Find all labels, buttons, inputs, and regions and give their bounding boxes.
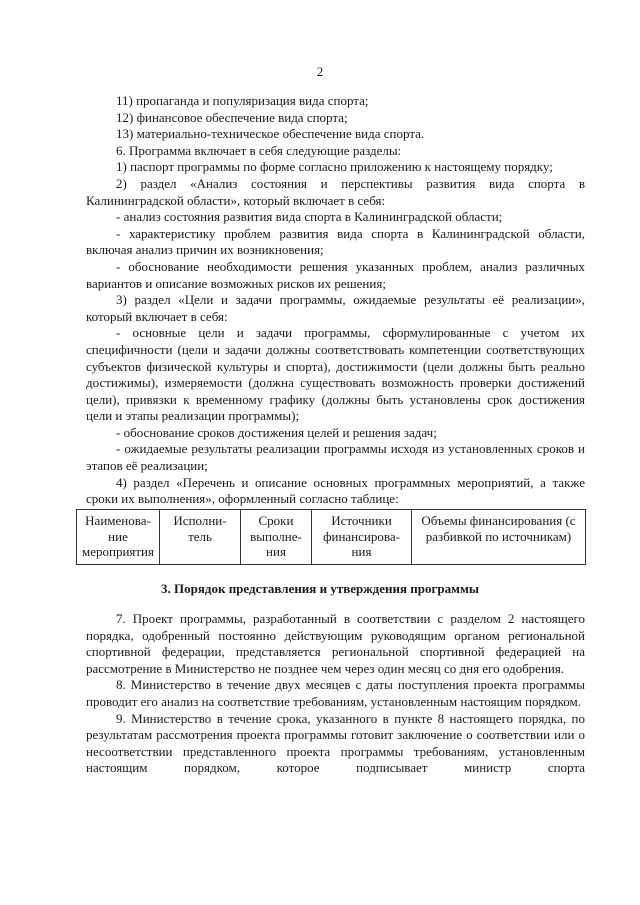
table-header-cell: Объемы финансирования (с разбивкой по источникам) [412,510,586,565]
table-header-cell: Наименова- ние мероприятия [77,510,160,565]
financing-table [76,509,586,565]
paragraph: 12) финансовое обеспечение вида спорта; [116,109,348,125]
paragraph: - обоснование необходимости решения указанных проблем, анализ различных вариантов и описание возможных рисков их решения; [86,258,585,291]
paragraph: 11) пропаганда и популяризация вида спорта; [116,93,369,108]
section-heading: 3. Порядок представления и утверждения программы [161,581,479,596]
document-body [86,93,585,508]
paragraph: - обоснование сроков достижения целей и решения задач; [116,424,437,440]
paragraph: 6. Программа включает в себя следующие разделы: [116,142,402,158]
page-number: 2 [316,64,324,79]
paragraph: 1) паспорт программы по форме согласно приложению к настоящему порядку; [116,159,553,175]
paragraph: 13) материально-техническое обеспечение вида спорта. [116,126,425,142]
paragraph: 3) раздел «Цели и задачи программы, ожидаемые результаты её реализации», который включает в себя: [86,292,585,324]
paragraph: 4) раздел «Перечень и описание основных программных мероприятий, а также сроки их выполнения», оформленный согласно таблице: [86,474,585,507]
section-body [86,611,585,777]
paragraph: 9. Министерство в течение срока, указанного в пункте 8 настоящего порядка, по результатам рассмотрения проекта программы готовит заключение о соответствии или о несоответствии представленного проекта программы требованиям, установленным настоящим порядком, которое подписывает министр спорта [86,710,585,776]
paragraph: - основные цели и задачи программы, сформулированные с учетом их специфичности (цели и задачи должны соответствовать компетенции соответствующих субъектов физической культуры и спорта), достижимости (цели должны быть реально достижимы), измеряемости (должна существовать возможность проверки достижений цели), привязки к временному графику (должны быть установлены срок достижения цели и этапы реализации программы); [86,325,585,424]
paragraph: - анализ состояния развития вида спорта в Калининградской области; [116,209,503,225]
table-header-row [77,510,586,565]
paragraph: 2) раздел «Анализ состояния и перспективы развития вида спорта в Калининградской области», который включает в себя: [86,175,585,208]
paragraph: - ожидаемые результаты реализации программы исходя из установленных сроков и этапов её реализации; [86,441,585,474]
paragraph: 7. Проект программы, разработанный в соответствии с разделом 2 настоящего порядка, одобренный постоянно действующим руководящим органом региональной спортивной федерации, представляется региональной спортивной федерацией на рассмотрение в Министерство не позднее чем через один месяц со дня его одобрения. [86,611,585,676]
table-header-cell: Исполни- тель [160,510,241,565]
paragraph: 8. Министерство в течение двух месяцев с даты поступления проекта программы проводит его анализ на соответствие требованиям, установленным настоящим порядком. [86,677,585,709]
table-header-cell: Сроки выполне- ния [241,510,312,565]
paragraph: - характеристику проблем развития вида спорта в Калининградской области, включая анализ причин их возникновения; [86,225,585,258]
table-header-cell: Источники финансирова- ния [312,510,412,565]
